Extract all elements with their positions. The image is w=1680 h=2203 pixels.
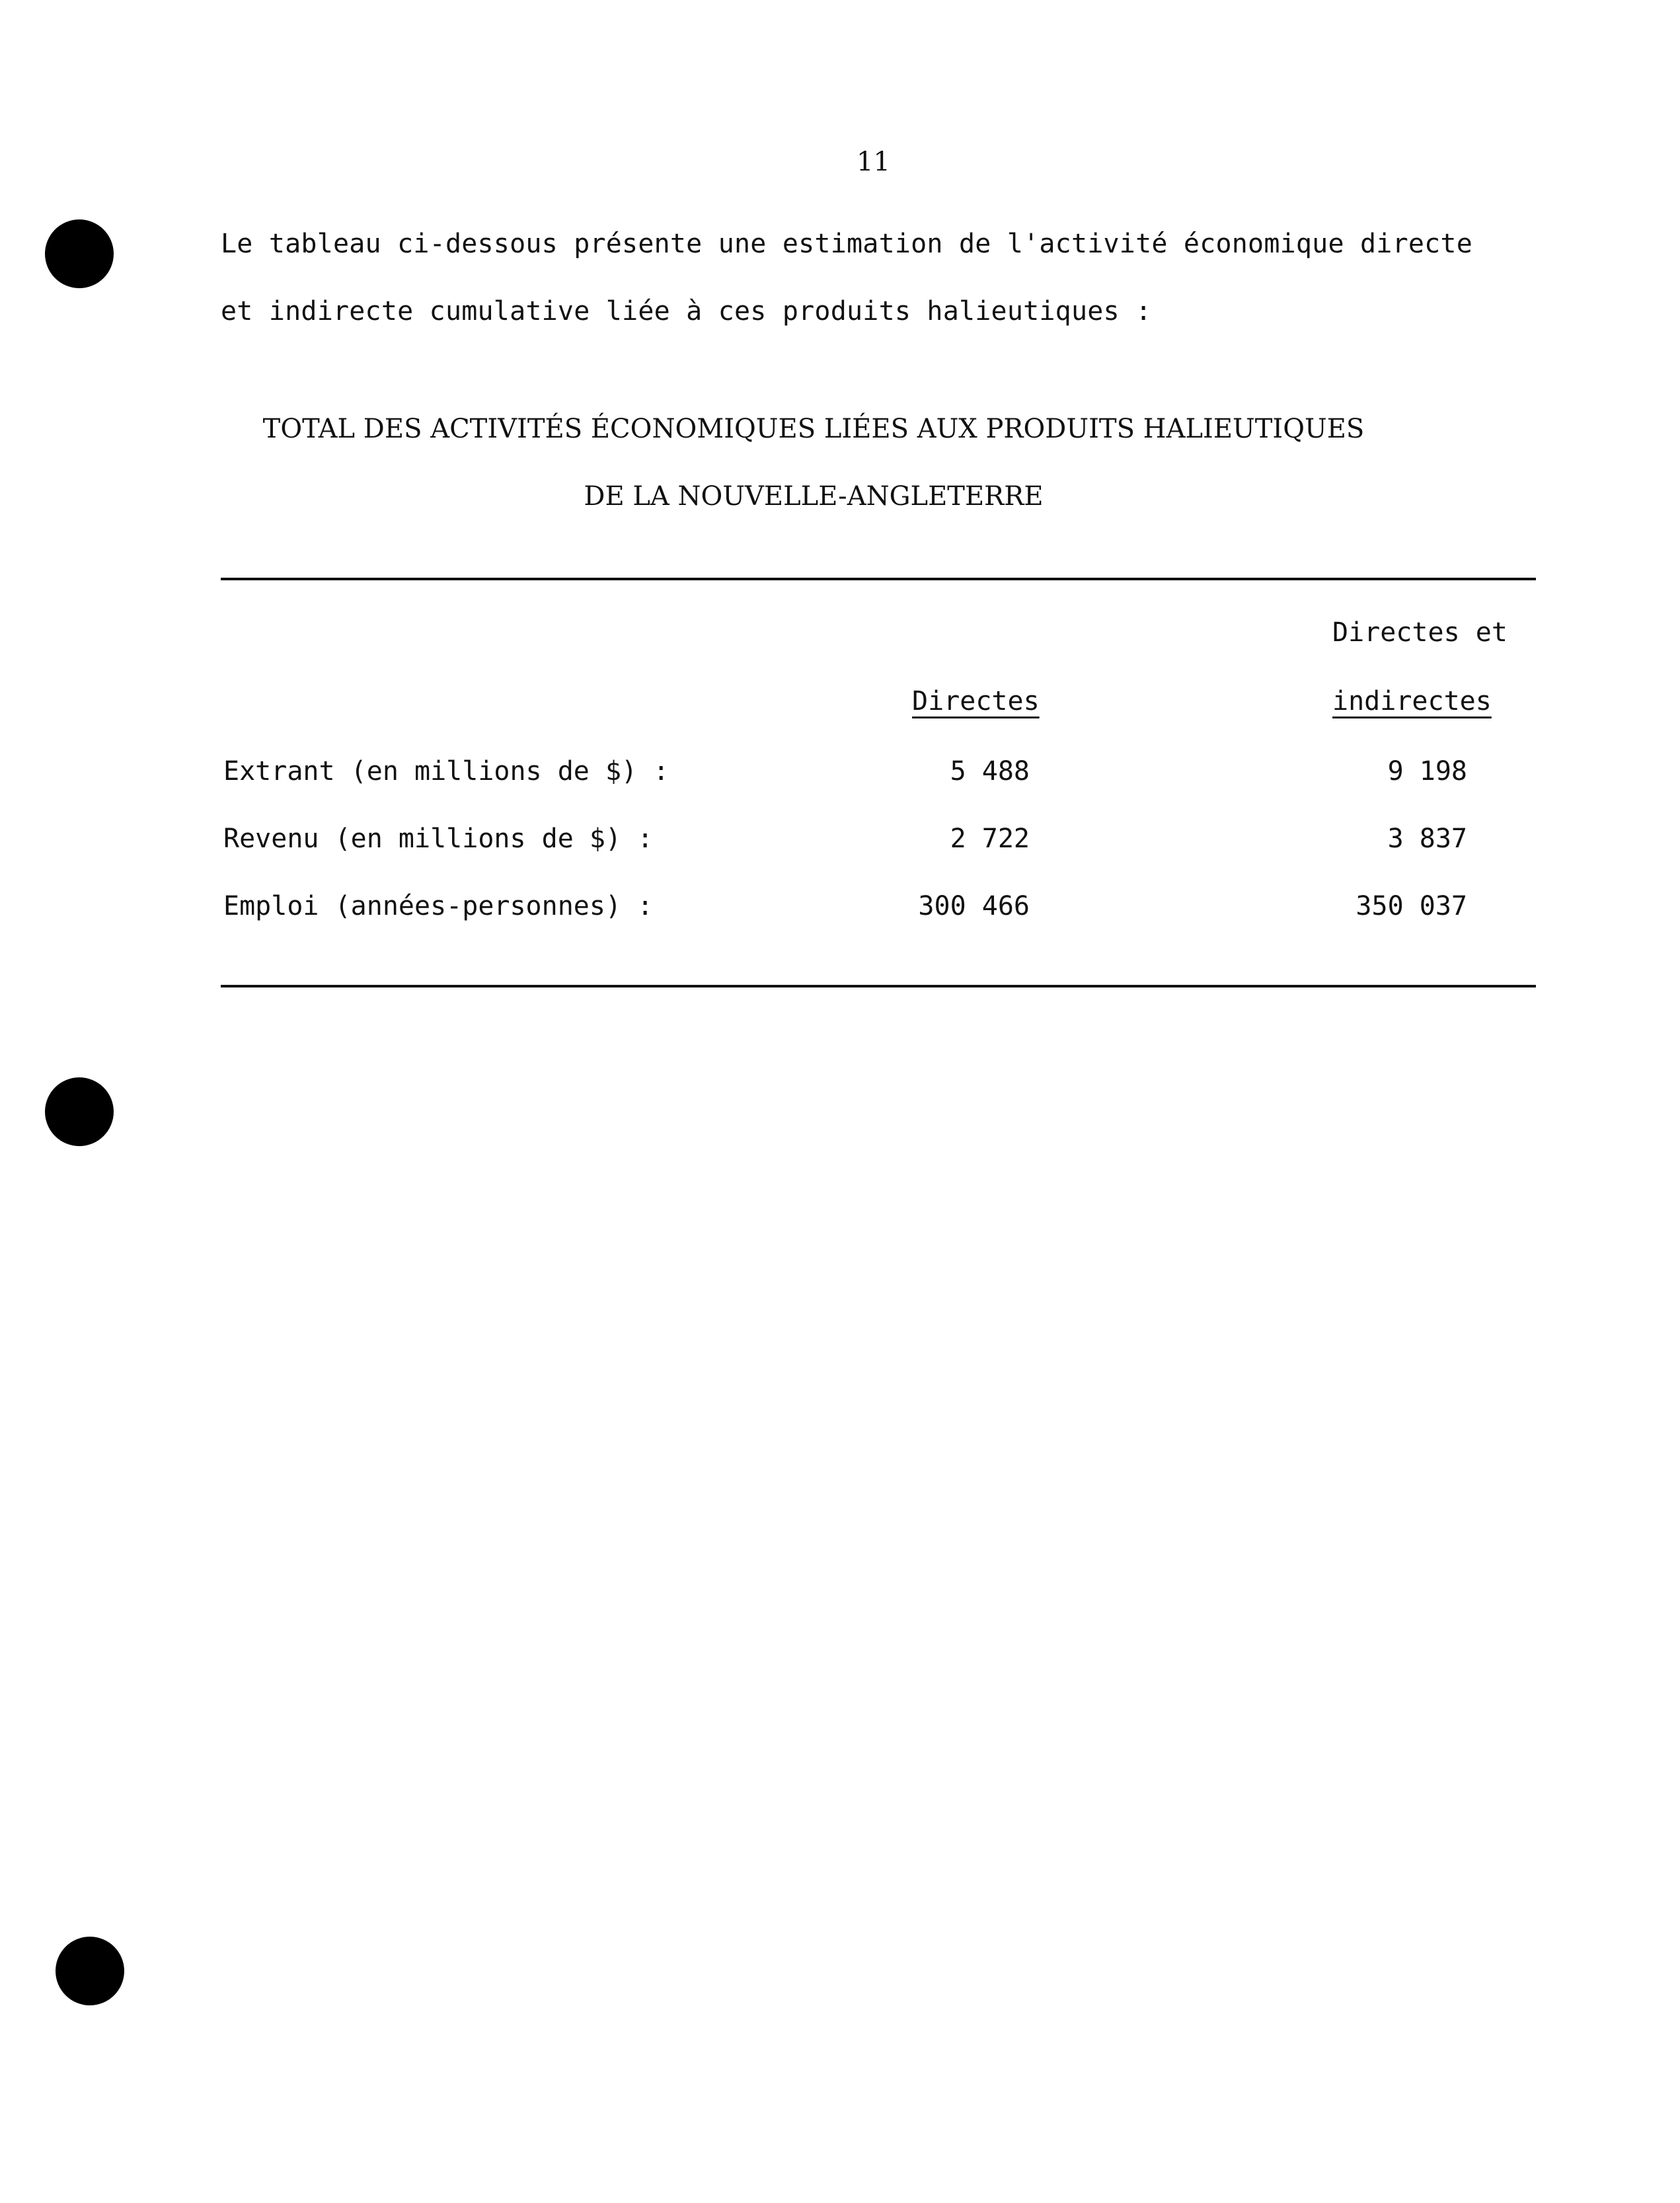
column-header-direct: Directes bbox=[912, 686, 1040, 716]
column-header-total-line1: Directes et bbox=[1332, 617, 1508, 648]
table-title: TOTAL DES ACTIVITÉS ÉCONOMIQUES LIÉES AUX PRODUITS HALIEUTIQUES bbox=[262, 414, 1365, 444]
intro-line: et indirecte cumulative liée à ces produits halieutiques : bbox=[221, 296, 1152, 327]
row-label: Extrant (en millions de $) : bbox=[223, 756, 669, 787]
punch-hole bbox=[45, 219, 114, 288]
table-row bbox=[0, 891, 1680, 931]
punch-hole bbox=[56, 1937, 124, 2005]
row-label: Emploi (années-personnes) : bbox=[223, 891, 654, 921]
intro-line: Le tableau ci-dessous présente une estimation de l'activité économique directe bbox=[221, 229, 1472, 259]
cell-total: 350 037 bbox=[1355, 891, 1467, 921]
column-header-total-line2: indirectes bbox=[1332, 686, 1492, 716]
cell-direct: 5 488 bbox=[950, 756, 1030, 787]
cell-direct: 300 466 bbox=[918, 891, 1030, 921]
cell-total: 3 837 bbox=[1387, 824, 1467, 854]
table-top-rule bbox=[221, 578, 1536, 580]
cell-direct: 2 722 bbox=[950, 824, 1030, 854]
intro-paragraph bbox=[221, 210, 1543, 345]
punch-hole bbox=[45, 1077, 114, 1146]
table-bottom-rule bbox=[221, 985, 1536, 987]
table-row bbox=[0, 824, 1680, 863]
cell-total: 9 198 bbox=[1387, 756, 1467, 787]
table-row bbox=[0, 756, 1680, 796]
row-label: Revenu (en millions de $) : bbox=[223, 824, 654, 854]
table-subtitle: DE LA NOUVELLE-ANGLETERRE bbox=[584, 481, 1044, 512]
page-number: 11 bbox=[857, 147, 890, 177]
